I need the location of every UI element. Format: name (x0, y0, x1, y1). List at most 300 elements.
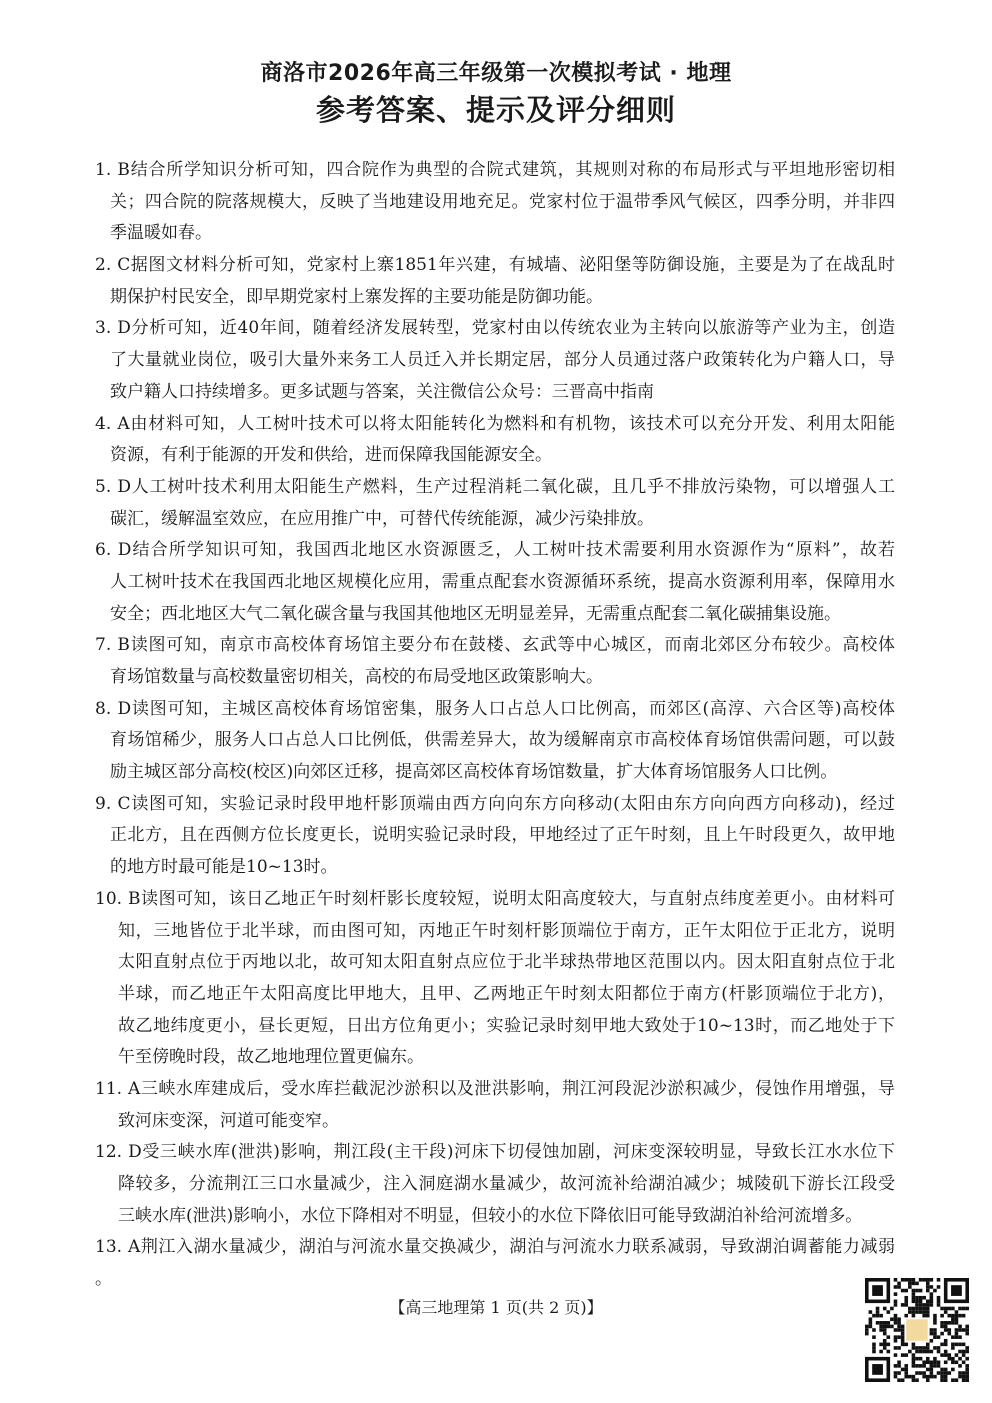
qr-module (947, 1307, 951, 1311)
qr-module (930, 1292, 934, 1296)
qr-module (906, 1319, 928, 1341)
qr-module (930, 1360, 934, 1364)
qr-module (872, 1350, 876, 1354)
qr-module (944, 1328, 948, 1332)
qr-module (915, 1307, 919, 1311)
document-subtitle: 参考答案、提示及评分细则 (315, 93, 676, 127)
qr-module (958, 1371, 962, 1375)
qr-module (908, 1375, 912, 1379)
qr-module (872, 1343, 876, 1347)
qr-module (962, 1371, 966, 1375)
answer-line: 3. D分析可知，近40年间，随着经济发展转型，党家村由以传统农业为主转向以旅游等产业为主，创造 (95, 318, 895, 339)
answer-line: 碳汇，缓解温室效应，在应用推广中，可替代传统能源，减少污染排放。 (110, 508, 654, 529)
qr-module (933, 1346, 937, 1350)
qr-module (901, 1303, 905, 1307)
qr-module (904, 1314, 908, 1318)
qr-module (912, 1310, 916, 1314)
qr-module (894, 1339, 898, 1343)
qr-module (930, 1285, 934, 1289)
answer-line: 知，三地皆位于北半球，而由图可知，丙地正午时刻杆影顶端位于南方，正午太阳位于正北方，说明 (118, 920, 895, 941)
qr-module (922, 1364, 926, 1368)
qr-module (912, 1296, 916, 1300)
qr-module (937, 1303, 941, 1307)
qr-module (962, 1343, 966, 1347)
qr-module (965, 1378, 969, 1382)
qr-module (904, 1278, 908, 1282)
qr-module (933, 1321, 937, 1325)
qr-module (922, 1314, 926, 1318)
qr-module (940, 1314, 944, 1318)
qr-module (922, 1310, 926, 1314)
qr-module (962, 1314, 966, 1318)
qr-module (940, 1332, 944, 1336)
qr-module (962, 1353, 966, 1357)
qr-module (958, 1307, 962, 1311)
qr-module (955, 1335, 959, 1339)
qr-module (922, 1375, 926, 1379)
qr-module (879, 1325, 883, 1329)
qr-module (951, 1378, 955, 1382)
answer-line: 半球，而乙地正午太阳高度比甲地大，且甲、乙两地正午时刻太阳都位于南方(杆影顶端位于北方)， (118, 983, 895, 1004)
answer-item (95, 694, 895, 789)
qr-module (912, 1357, 916, 1361)
qr-module (962, 1350, 966, 1354)
qr-module (951, 1343, 955, 1347)
qr-module (894, 1285, 898, 1289)
qr-module (965, 1307, 969, 1311)
qr-module (930, 1350, 934, 1354)
answer-line: 7. B读图可知，南京市高校体育场馆主要分布在鼓楼、玄武等中心城区，而南北郊区分布较少。高校体 (95, 635, 895, 656)
qr-module (926, 1343, 930, 1347)
qr-module (912, 1307, 916, 1311)
qr-code-icon (865, 1278, 969, 1382)
answer-line: 正北方，且在西侧方位长度更长，说明实验记录时段，甲地经过了正午时刻，且上午时段更久，故甲地 (110, 825, 895, 846)
answer-line: 午至傍晚时段，故乙地地理位置更偏东。 (118, 1047, 424, 1068)
qr-module (926, 1360, 930, 1364)
qr-module (901, 1278, 905, 1282)
qr-module (912, 1360, 916, 1364)
qr-module (876, 1321, 880, 1325)
qr-module (876, 1314, 880, 1318)
qr-module (883, 1339, 887, 1343)
qr-module (904, 1371, 908, 1375)
qr-module (915, 1364, 919, 1368)
qr-module (955, 1321, 959, 1325)
answer-line: 11. A三峡水库建成后，受水库拦截泥沙淤积以及泄洪影响，荆江河段泥沙淤积减少，侵蚀作用增强，导 (95, 1078, 895, 1099)
qr-module (933, 1289, 937, 1293)
answer-line: 12. D受三峡水库(泄洪)影响，荆江段(主干段)河床下切侵蚀加剧，河床变深较明显，导致长江水水位下 (95, 1142, 895, 1163)
qr-module (872, 1335, 876, 1339)
qr-module (926, 1375, 930, 1379)
qr-module (933, 1364, 937, 1368)
qr-module (919, 1346, 923, 1350)
qr-module (937, 1350, 941, 1354)
qr-module (926, 1303, 930, 1307)
qr-module (965, 1350, 969, 1354)
answer-line: 安全；西北地区大气二氧化碳含量与我国其他地区无明显差异，无需重点配套二氧化碳捕集设施。 (110, 603, 841, 624)
qr-module (944, 1378, 948, 1382)
qr-module (919, 1278, 923, 1282)
qr-module (958, 1325, 962, 1329)
qr-module (944, 1343, 948, 1347)
qr-module (912, 1364, 916, 1368)
qr-module (915, 1310, 919, 1314)
qr-module (879, 1350, 883, 1354)
qr-module (922, 1278, 926, 1282)
answer-line: 励主城区部分高校(校区)向郊区迁移，提高郊区高校体育场馆数量，扩大体育场馆服务人口比例。 (110, 762, 838, 783)
qr-module (890, 1317, 894, 1321)
qr-module (937, 1300, 941, 1304)
answer-line: 育场馆数量与高校数量密切相关，高校的布局受地区政策影响大。 (110, 667, 603, 687)
qr-module (919, 1357, 923, 1361)
qr-module (926, 1282, 930, 1286)
qr-module (908, 1278, 912, 1282)
qr-module (951, 1321, 955, 1325)
qr-module (883, 1343, 887, 1347)
qr-module (930, 1375, 934, 1379)
answer-item (95, 1137, 895, 1232)
qr-module (919, 1310, 923, 1314)
qr-module (912, 1278, 916, 1282)
qr-module (894, 1375, 898, 1379)
qr-module (951, 1346, 955, 1350)
qr-module (940, 1375, 944, 1379)
qr-module (872, 1346, 876, 1350)
qr-module (922, 1303, 926, 1307)
qr-module (940, 1368, 944, 1372)
qr-module (926, 1278, 930, 1282)
qr-module (897, 1360, 901, 1364)
qr-module (962, 1360, 966, 1364)
qr-module (912, 1353, 916, 1357)
qr-module (865, 1325, 869, 1329)
qr-module (947, 1332, 951, 1336)
qr-module (883, 1328, 887, 1332)
qr-module (962, 1307, 966, 1311)
qr-module (930, 1339, 934, 1343)
qr-module (897, 1328, 901, 1332)
qr-module (951, 1335, 955, 1339)
qr-module (915, 1378, 919, 1382)
qr-module (919, 1300, 923, 1304)
qr-module (894, 1314, 898, 1318)
qr-module (869, 1325, 873, 1329)
qr-module (933, 1335, 937, 1339)
qr-module (930, 1332, 934, 1336)
qr-module (947, 1314, 951, 1318)
qr-module (922, 1371, 926, 1375)
qr-module (901, 1368, 905, 1372)
qr-module (915, 1303, 919, 1307)
qr-module (930, 1300, 934, 1304)
qr-module (951, 1317, 955, 1321)
qr-module (962, 1378, 966, 1382)
qr-module (912, 1289, 916, 1293)
qr-module (879, 1314, 883, 1318)
answer-line: 致河床变深，河道可能变窄。 (118, 1110, 339, 1131)
qr-module (894, 1321, 898, 1325)
answer-line: 6. D结合所学知识可知，我国西北地区水资源匮乏，人工树叶技术需要利用水资源作为“原料”，故若 (95, 540, 895, 561)
qr-module (904, 1364, 908, 1368)
qr-module (965, 1375, 969, 1379)
qr-module (915, 1371, 919, 1375)
answer-line: 资源，有利于能源的开发和供给，进而保障我国能源安全。 (110, 445, 552, 466)
qr-module (944, 1353, 948, 1357)
qr-module (883, 1332, 887, 1336)
qr-module (926, 1310, 930, 1314)
qr-module (947, 1371, 951, 1375)
qr-module (897, 1321, 901, 1325)
qr-module (876, 1310, 880, 1314)
qr-module (955, 1343, 959, 1347)
qr-module (965, 1368, 969, 1372)
qr-module (965, 1346, 969, 1350)
qr-module (912, 1282, 916, 1286)
qr-module (926, 1289, 930, 1293)
qr-module (933, 1328, 937, 1332)
qr-module (930, 1303, 934, 1307)
qr-module (919, 1296, 923, 1300)
qr-module (894, 1335, 898, 1339)
qr-module (958, 1314, 962, 1318)
qr-module (901, 1325, 905, 1329)
qr-module (951, 1307, 955, 1311)
qr-module (940, 1307, 944, 1311)
qr-module (937, 1360, 941, 1364)
qr-module (940, 1325, 944, 1329)
qr-module (955, 1360, 959, 1364)
answer-item (95, 630, 895, 693)
qr-module (955, 1328, 959, 1332)
qr-module (965, 1332, 969, 1336)
qr-module (944, 1350, 948, 1354)
qr-module (883, 1325, 887, 1329)
qr-module (926, 1368, 930, 1372)
qr-module (933, 1360, 937, 1364)
qr-module (955, 1332, 959, 1336)
qr-module (955, 1314, 959, 1318)
qr-module (951, 1314, 955, 1318)
answer-line: 8. D读图可知，主城区高校体育场馆密集，服务人口占总人口比例高，而郊区(高淳、六合区等)高校体 (95, 698, 895, 719)
qr-module (908, 1282, 912, 1286)
qr-module (926, 1300, 930, 1304)
qr-module (955, 1353, 959, 1357)
qr-module (940, 1343, 944, 1347)
qr-module (951, 1357, 955, 1361)
qr-module (965, 1328, 969, 1332)
qr-module (901, 1353, 905, 1357)
answer-item (95, 250, 895, 313)
answer-item (95, 789, 895, 884)
qr-module (904, 1353, 908, 1357)
answer-line: 故乙地纬度更小，昼长更短，日出方位角更小；实验记录时刻甲地大致处于10~13时，而乙地处于下 (118, 1015, 895, 1036)
answer-item (95, 1074, 895, 1137)
qr-module (922, 1296, 926, 1300)
qr-module (897, 1282, 901, 1286)
qr-module (883, 1307, 887, 1311)
qr-module (894, 1371, 898, 1375)
qr-module (937, 1371, 941, 1375)
qr-module (901, 1289, 905, 1293)
qr-module (951, 1285, 962, 1296)
answer-line: 1. B结合所学知识分析可知，四合院作为典型的合院式建筑，其规则对称的布局形式与平坦地形密切相 (95, 160, 895, 180)
qr-module (869, 1317, 873, 1321)
answer-line: 育场馆稀少，服务人口占总人口比例低，供需差异大，故为缓解南京市高校体育场馆供需问题，可以鼓 (110, 730, 895, 751)
answer-item (95, 313, 895, 408)
qr-module (894, 1364, 898, 1368)
qr-module (926, 1346, 930, 1350)
qr-module (901, 1335, 905, 1339)
qr-module (958, 1375, 962, 1379)
qr-module (904, 1296, 908, 1300)
answer-item (95, 155, 895, 250)
qr-module (955, 1378, 959, 1382)
qr-module (912, 1346, 916, 1350)
qr-module (947, 1328, 951, 1332)
qr-module (901, 1343, 905, 1347)
qr-module (926, 1285, 930, 1289)
qr-module (915, 1296, 919, 1300)
qr-module (922, 1350, 926, 1354)
qr-module (955, 1317, 959, 1321)
qr-module (890, 1325, 894, 1329)
qr-module (890, 1307, 894, 1311)
answer-line: 2. C据图文材料分析可知，党家村上寨1851年兴建，有城墙、泌阳堡等防御设施，主要是为了在战乱时 (95, 255, 895, 276)
qr-module (904, 1303, 908, 1307)
qr-module (933, 1317, 937, 1321)
qr-module (912, 1378, 916, 1382)
qr-module (944, 1339, 948, 1343)
qr-module (912, 1314, 916, 1318)
qr-module (894, 1317, 898, 1321)
qr-module (937, 1335, 941, 1339)
qr-module (937, 1285, 941, 1289)
qr-module (912, 1375, 916, 1379)
qr-module (901, 1332, 905, 1336)
qr-module (919, 1364, 923, 1368)
qr-module (915, 1357, 919, 1361)
qr-module (879, 1343, 883, 1347)
document-title: 商洛市2026年高三年级第一次模拟考试 · 地理 (260, 61, 732, 86)
qr-module (965, 1357, 969, 1361)
answer-item (95, 1232, 895, 1295)
answer-item (95, 472, 895, 535)
qr-module (947, 1353, 951, 1357)
answer-line: 太阳直射点位于丙地以北，故可知太阳直射点应位于北半球热带地区范围以内。因太阳直射点位于北 (118, 952, 895, 973)
qr-module (915, 1282, 919, 1286)
qr-module (937, 1346, 941, 1350)
qr-module (937, 1278, 941, 1282)
answer-line: 10. B读图可知，该日乙地正午时刻杆影长度较短，说明太阳高度较大，与直射点纬度差更小。由材料可 (95, 888, 895, 909)
qr-module (894, 1278, 898, 1282)
qr-module (887, 1325, 891, 1329)
qr-module (922, 1360, 926, 1364)
qr-module (897, 1317, 901, 1321)
answer-line: 13. A荆江入湖水量减少，湖泊与河流水量交换减少，湖泊与河流水力联系减弱，导致湖泊调蓄能力减弱 (95, 1237, 895, 1258)
answer-line: 季温暖如春。 (110, 223, 212, 244)
answer-list (95, 155, 895, 1296)
qr-module (912, 1292, 916, 1296)
qr-module (944, 1368, 948, 1372)
answer-item (95, 884, 895, 1074)
qr-module (930, 1278, 934, 1282)
qr-module (894, 1300, 898, 1304)
qr-module (876, 1307, 880, 1311)
qr-module (894, 1292, 898, 1296)
qr-module (933, 1332, 937, 1336)
qr-module (869, 1321, 873, 1325)
qr-module (897, 1346, 901, 1350)
answer-line: 三峡水库(泄洪)影响小，水位下降相对不明显，但较小的水位下降依旧可能导致湖泊补给河流增多。 (118, 1205, 863, 1226)
qr-module (933, 1375, 937, 1379)
qr-module (887, 1321, 891, 1325)
qr-module (901, 1378, 905, 1382)
qr-module (897, 1285, 901, 1289)
qr-module (908, 1350, 912, 1354)
qr-module (872, 1364, 883, 1375)
qr-module (958, 1328, 962, 1332)
qr-module (951, 1360, 955, 1364)
qr-module (904, 1375, 908, 1379)
qr-module (919, 1303, 923, 1307)
qr-module (926, 1307, 930, 1311)
answer-item (95, 535, 895, 630)
qr-module (887, 1310, 891, 1314)
qr-module (908, 1310, 912, 1314)
qr-module (944, 1321, 948, 1325)
qr-module (887, 1343, 891, 1347)
qr-module (894, 1353, 898, 1357)
qr-module (897, 1371, 901, 1375)
qr-module (901, 1339, 905, 1343)
qr-module (922, 1307, 926, 1311)
qr-module (919, 1289, 923, 1293)
answer-line: 。 (95, 1269, 112, 1290)
qr-module (887, 1335, 891, 1339)
qr-module (865, 1332, 869, 1336)
qr-module (865, 1328, 869, 1332)
qr-module (940, 1371, 944, 1375)
qr-module (933, 1314, 937, 1318)
qr-module (897, 1325, 901, 1329)
qr-module (897, 1364, 901, 1368)
qr-module (904, 1300, 908, 1304)
qr-module (958, 1357, 962, 1361)
qr-module (944, 1325, 948, 1329)
qr-module (926, 1350, 930, 1354)
qr-module (944, 1375, 948, 1379)
qr-module (962, 1375, 966, 1379)
qr-module (937, 1364, 941, 1368)
answer-line: 9. C读图可知，实验记录时段甲地杆影顶端由西方向向东方向移动(太阳由东方向向西方向移动)，经过 (95, 793, 895, 814)
qr-module (872, 1314, 876, 1318)
qr-module (897, 1335, 901, 1339)
answer-item (95, 409, 895, 472)
answer-line: 5. D人工树叶技术利用太阳能生产燃料，生产过程消耗二氧化碳，且几乎不排放污染物，可以增强人工 (95, 476, 895, 497)
answer-line: 了大量就业岗位，吸引大量外来务工人员迁入并长期定居，部分人员通过落户政策转化为户籍人口，导 (110, 350, 895, 371)
qr-module (965, 1371, 969, 1375)
qr-module (894, 1346, 898, 1350)
qr-module (958, 1364, 962, 1368)
qr-module (904, 1289, 908, 1293)
qr-module (940, 1378, 944, 1382)
qr-module (919, 1371, 923, 1375)
qr-module (965, 1364, 969, 1368)
qr-module (872, 1328, 876, 1332)
answer-line: 期保护村民安全，即早期党家村上寨发挥的主要功能是防御功能。 (110, 286, 603, 307)
qr-module (947, 1357, 951, 1361)
qr-module (930, 1364, 934, 1368)
